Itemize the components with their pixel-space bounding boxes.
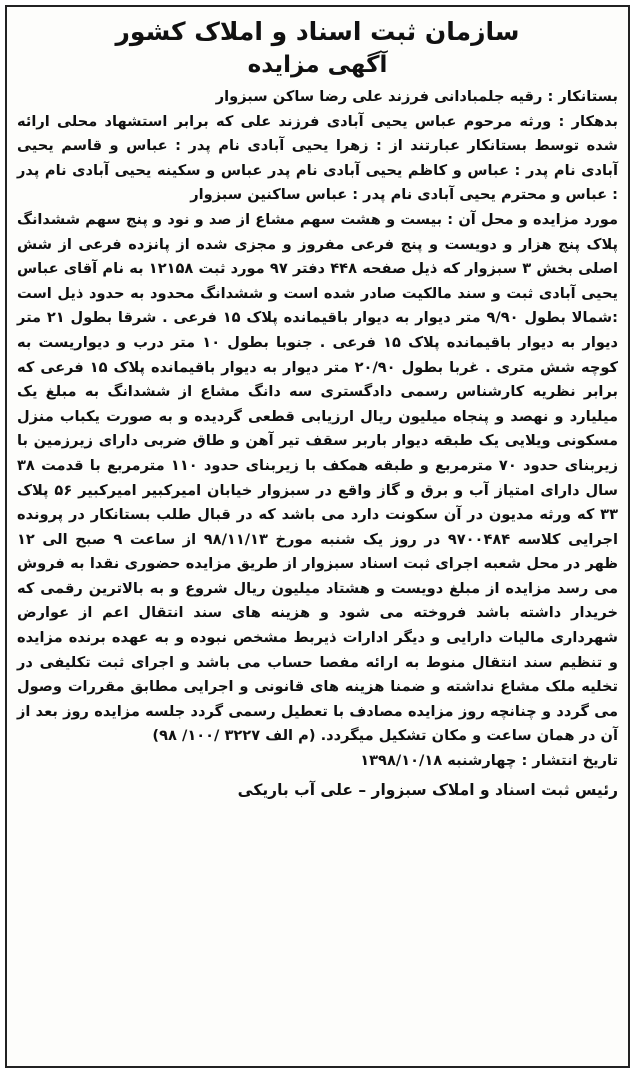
debtor-label: بدهکار : <box>558 112 618 130</box>
organization-title: سازمان ثبت اسناد و املاک کشور <box>115 17 520 46</box>
notice-title: آگهی مزایده <box>247 52 388 78</box>
creditor-paragraph <box>17 85 618 110</box>
debtor-paragraph <box>17 110 618 208</box>
auction-subject-label: مورد مزایده و محل آن : <box>447 210 618 228</box>
creditor-label: بستانکار : <box>547 88 618 105</box>
publication-date: تاریخ انتشار : چهارشنبه ۱۳۹۸/۱۰/۱۸ <box>360 752 618 770</box>
auction-notice <box>5 5 630 1068</box>
auction-subject-paragraph <box>17 208 618 749</box>
auction-subject-text: بیست و هشت سهم مشاع از صد و نود و پنج سهم ششدانگ پلاک پنج هزار و دویست و پنج فرعی مفروز و مجزی شده از پانزده فرعی از شش اصلی بخش ۳ سبزوار که ذیل صفحه ۴۴۸ دفتر ۹۷ مورد ثبت ۱۲۱۵۸ به نام آقای عباس یحیی آبادی ثبت و سند مالکیت صادر شده است و ششدانگ محدود به حدود ذیل است :شمالا بطول ۹/۹۰ متر دیوار به دیوار باقیمانده پلاک ۱۵ فرعی . شرقا بطول ۲۱ متر دیوار به دیوار باقیمانده پلاک ۱۵ فرعی . جنوبا بطول ۱۰ متر درب و دیواریست به کوچه شش متری . غربا بطول ۲۰/۹۰ متر دیوار به دیوار باقیمانده پلاک ۱۵ فرعی که برابر نظریه کارشناس رسمی دادگستری سه دانگ مشاع از ششدانگ به مبلغ یک میلیارد و نهصد و پنجاه میلیون ریال ارزیابی قطعی گردیده و به صورت یکباب منزل مسکونی ویلایی یک طبقه دیوار باربر سقف تیر آهن و طاق ضربی دارای زیرزمین با زیربنای حدود ۷۰ مترمربع و طبقه همکف با زیربنای حدود ۱۱۰ مترمربع با قدمت ۳۸ سال دارای امتیاز آب و برق و گاز واقع در سبزوار خیابان امیرکبیر امیرکبیر ۵۶ پلاک ۳۳ که ورثه مدیون در آن سکونت دارد می باشد که در قبال طلب بستانکار در پرونده اجرایی کلاسه ۹۷۰۰۴۸۴ در روز یک شنبه مورخ ۹۸/۱۱/۱۳ از ساعت ۹ صبح الی ۱۲ ظهر در محل شعبه اجرای ثبت اسناد سبزوار از طریق مزایده حضوری نقدا به فروش می رسد مزایده از مبلغ دویست و هشتاد میلیون ریال شروع و به بالاترین رقمی که خریدار داشته باشد فروخته می شود و هزینه های سند انتقال اعم از عوارض شهرداری مالیات دارایی و دیگر ادارات ذیربط مشخص نبوده و به عهده برنده مزایده و تنظیم سند انتقال منوط به ارائه مفصا حساب می باشد و اجرای ثبت تکلیفی در تخلیه ملک مشاع نداشته و ضمنا هزینه های قانونی و اجرایی مطابق مقررات وصول می گردد و چنانچه روز مزایده مصادف با تعطیل رسمی گردد جلسه مزایده روز بعد از آن در همان ساعت و مکان تشکیل میگردد. (م الف ۳۲۲۷ /۱۰۰/ ۹۸) <box>17 210 618 745</box>
signature-line: رئیس ثبت اسناد و املاک سبزوار – علی آب باریکی <box>237 780 618 799</box>
debtor-text: ورثه مرحوم عباس یحیی آبادی فرزند علی که برابر استشهاد محلی ارائه شده توسط بستانکار عبارتند از : زهرا یحیی آبادی نام پدر : عباس و قاسم یحیی آبادی نام پدر : عباس و کاظم یحیی آبادی نام پدر عباس و سکینه یحیی آبادی نام پدر : عباس و محترم یحیی آبادی نام پدر : عباس ساکنین سبزوار <box>17 112 618 204</box>
creditor-text: رقیه جلمبادانی فرزند علی رضا ساکن سبزوار <box>215 88 548 105</box>
